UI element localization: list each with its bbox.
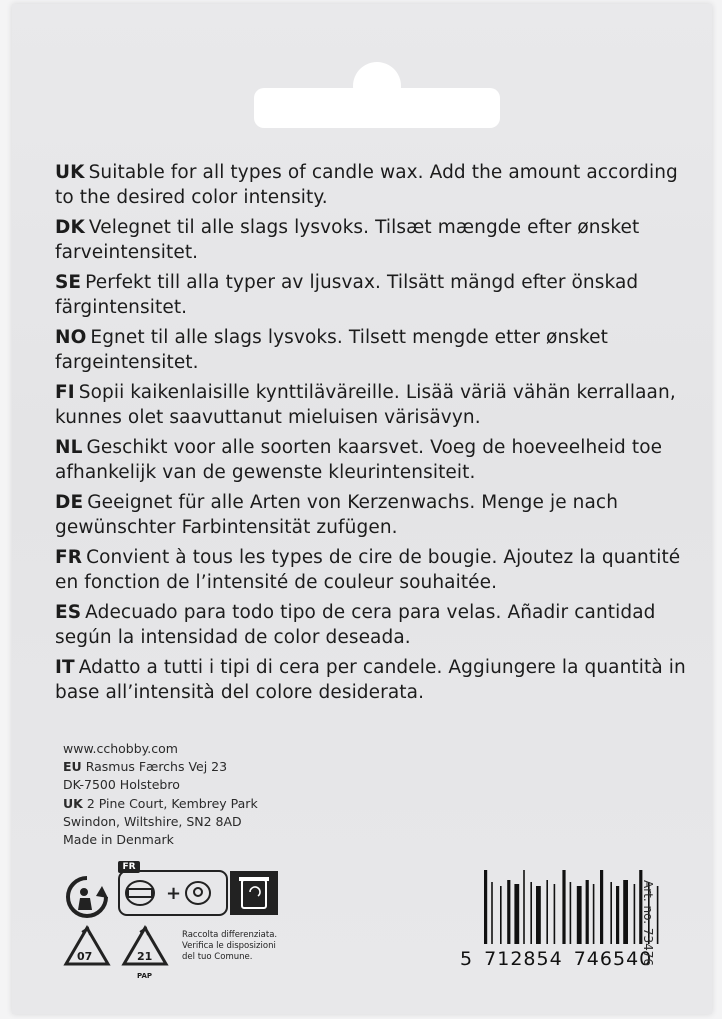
barcode-bar <box>507 880 510 944</box>
barcode-bar <box>577 886 582 944</box>
paragraph-fr: FR Convient à tous les types de cire de bougie. Ajoutez la quantité en fonction de l’intensité de couleur souhaitée. <box>55 547 681 593</box>
barcode-bars <box>480 862 690 948</box>
paragraph-dk: DK Velegnet til alle slags lysvoks. Tilsæt mængde efter ønsket farveintensitet. <box>55 217 640 263</box>
paragraph-es: ES Adecuado para todo tipo de cera para velas. Añadir cantidad según la intensidad de color deseada. <box>55 602 656 648</box>
barcode-bar <box>657 886 659 944</box>
fr-badge: FR <box>118 861 140 873</box>
recycle-21-code: 21 <box>137 950 153 963</box>
recycling-note: Raccolta differenziata. Verifica le disposizioni del tuo Comune. <box>182 930 278 962</box>
barcode-bar <box>593 884 595 944</box>
barcode-bar <box>562 870 565 944</box>
barcode-bar <box>616 886 619 944</box>
barcode-bar <box>546 880 548 944</box>
barcode-bar <box>600 870 603 944</box>
paragraph-no: NO Egnet til alle slags lysvoks. Tilsett mengde etter ønsket fargeintensitet. <box>55 327 608 373</box>
paragraph-se: SE Perfekt till alla typer av ljusvax. Tilsätt mängd efter önskad färgintensitet. <box>55 272 639 318</box>
barcode-bar <box>586 880 589 944</box>
eu-address-line2: DK-7500 Holstebro <box>63 777 180 793</box>
uk-address-line2: Swindon, Wiltshire, SN2 8AD <box>63 813 242 829</box>
website-text: www.cchobby.com <box>63 741 178 756</box>
paragraph-uk: UK Suitable for all types of candle wax. Add the amount according to the desired color intensity. <box>55 162 678 208</box>
paragraph-de: DE Geeignet für alle Arten von Kerzenwachs. Menge je nach gewünschter Farbintensität zufügen. <box>55 492 619 538</box>
barcode-bar <box>484 870 487 944</box>
barcode-bar <box>634 884 636 944</box>
paragraph-nl: NL Geschikt voor alle soorten kaarsvet. Voeg de hoeveelheid toe afhankelijk van de gewenste kleurintensiteit. <box>55 437 663 483</box>
paragraph-fi: FI Sopii kaikenlaisille kynttiläväreille. Lisää väriä vähän kerrallaan, kunnes olet saavuttanut mieluisen värisävyn. <box>55 382 676 428</box>
sorting-info-icon <box>118 870 280 916</box>
paragraph-it: IT Adatto a tutti i tipi di cera per candele. Aggiungere la quantità in base all’intensità del colore desiderata. <box>55 657 686 703</box>
article-number: Art. no. 73476 <box>641 880 655 967</box>
barcode-bar <box>523 870 525 944</box>
recycle-07-icon <box>62 924 112 970</box>
svg-text:+: + <box>166 883 182 904</box>
recycle-21-icon <box>120 924 170 970</box>
barcode-bar <box>610 882 612 944</box>
company-address <box>63 740 383 849</box>
made-in-text: Made in Denmark <box>63 832 174 848</box>
uk-address-line1: UK 2 Pine Court, Kembrey Park <box>63 795 258 811</box>
triman-icon <box>62 872 112 922</box>
barcode-bar <box>554 884 556 944</box>
instructions <box>55 160 695 710</box>
barcode-bar <box>500 886 502 944</box>
pap-label: PAP <box>137 972 153 980</box>
barcode-bar <box>491 882 493 944</box>
barcode-bar <box>623 880 628 944</box>
barcode-bar <box>570 882 572 944</box>
barcode <box>460 862 700 982</box>
recycle-07-code: 07 <box>77 950 93 963</box>
barcode-digits: 5 712854 746540 <box>460 948 653 970</box>
eu-address-line1: EU Rasmus Færchs Vej 23 <box>63 759 228 775</box>
barcode-bar <box>514 884 519 944</box>
barcode-bar <box>530 882 532 944</box>
hang-hole <box>254 62 500 128</box>
barcode-bar <box>536 886 541 944</box>
recycling-info <box>62 858 302 978</box>
